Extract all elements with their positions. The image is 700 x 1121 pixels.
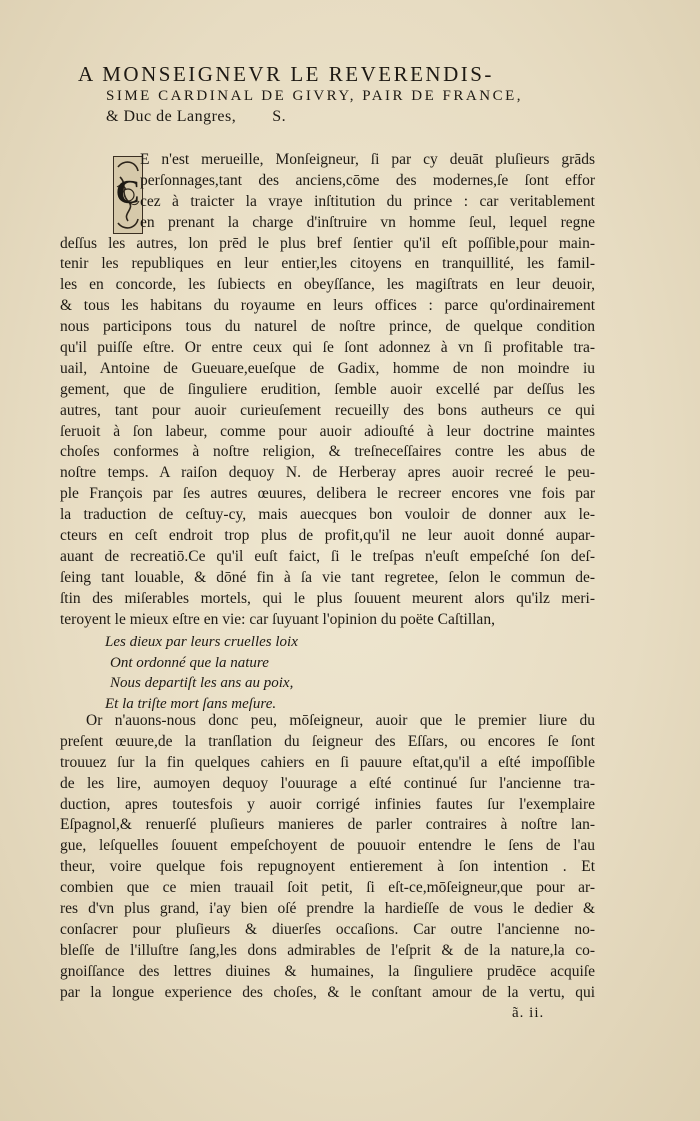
verse-line: Ont ordonné que la nature (110, 654, 269, 671)
text-line: de les lire, aumoyen dequoy l'ouurage a eſté continué ſur l'ancienne tra- (60, 774, 595, 792)
text-line: les en concorde, les ſubiects en obeyſſance, les magiſtrats en leur deuoir, (60, 276, 595, 294)
text-line: cez à traicter la vraye inſtitution du prince : car veritablement (140, 192, 595, 210)
heading-line-3 (78, 106, 578, 128)
text-line: ſeing tant louable, & dōné fin à ſa vie tant regretee, ſelon le commun de- (60, 568, 595, 586)
verse-quotation (105, 632, 405, 714)
text-line: trouuez ſur la fin quelques cahiers en ſi pauure eſtat,qu'il a eſté impoſſible (60, 753, 595, 771)
text-line: cteurs en ceſt endroit trop plus de profit,qu'il ne leur auoit donné aupar- (60, 527, 595, 545)
text-line: la traduction de ceſtuy-cy, mais auecques bon vouloir de donner aux le- (60, 506, 595, 524)
text-line: autres, tant pour auoir curieuſement recueilly des bons autheurs ce qui (60, 401, 595, 419)
text-line: uail, Antoine de Gueuare,eueſque de Gadix, homme de non moindre iu (60, 359, 595, 377)
text-line: conſacrer pour pluſieurs & diuerſes occaſions. Car outre l'ancienne no- (60, 920, 595, 938)
verse-line: Et la triſte mort ſans meſure. (105, 695, 277, 712)
heading-salut: S. (272, 108, 287, 125)
text-line: & tous les habitans du royaume en leurs offices : parce qu'ordinairement (60, 297, 595, 315)
text-line: qu'il puiſſe eſtre. Or entre ceux qui ſe ſont adonnez à vn ſi profitable tra- (60, 339, 595, 357)
text-line: perſonnages,tant des anciens,cōme des modernes,ſe ſont effor (140, 171, 595, 189)
signature-mark: ã. ii. (512, 1005, 545, 1021)
text-line: res d'vn plus grand, i'ay bien oſé prendre la hardieſſe de vous le dedier & (60, 900, 595, 918)
text-line: duction, apres toutesfois y auoir corrigé infinies fautes ſur l'exemplaire (60, 795, 595, 813)
heading-line-1: A MONSEIGNEVR LE REVERENDIS- (78, 62, 494, 86)
text-line: preſent œuure,de la tranſlation du ſeigneur des Eſſars, ou encores ſe ſont (60, 732, 595, 750)
text-line: gue, leſquelles ſouuent empeſchoyent de pouuoir entendre le ſens de l'au (60, 837, 595, 855)
text-line: theur, voire quelque fois repugnoyent entierement à ſon intention . Et (60, 858, 595, 876)
heading-line-3-text: & Duc de Langres, (106, 108, 237, 125)
paragraph-1 (60, 150, 595, 630)
text-line: ſeruoit à ſon labeur, comme pour auoir adiouſté à leur doctrine maintes (60, 422, 595, 440)
dedication-heading (78, 62, 578, 128)
paragraph-2 (60, 711, 595, 1003)
text-line: en prenant la charge d'inſtruire vn homme ſeul, lequel regne (140, 213, 595, 231)
text-line: choſes conformes à noſtre religion, & treſneceſſaires contre les abus de (60, 443, 595, 461)
text-line: Or n'auons-nous donc peu, mōſeigneur, auoir que le premier liure du (86, 712, 595, 729)
text-line: bleſſe de l'illuſtre ſang,les dons admirables de l'eſprit & de la nature,la co- (60, 941, 595, 959)
text-line: deſſus les autres, lon prēd le plus bref ſentier qu'il eſt poſſible,pour main- (60, 234, 595, 252)
text-line: par la longue experience des choſes, & le conſtant amour de la vertu, qui (60, 983, 595, 1001)
text-line: gnoiſſance des lettres diuines & humaines, la ſinguliere prudēce acquiſe (60, 962, 595, 980)
text-line: ple François par ſes autres œuures, delibera le recreer encores vne fois par (60, 485, 595, 503)
text-line: gement, que de ſinguliere erudition, ſemble auoir excellé par deſſus les (60, 380, 595, 398)
verse-line: Nous departiſt les ans au poix, (110, 675, 294, 691)
text-line: auant de recreatiō.Ce qu'il euſt faict, ſi le treſpas n'euſt empeſché ſon deſ- (60, 547, 595, 565)
text-line: Eſpagnol,& renuerſé pluſieurs manieres de parler contraires à noſtre lan- (60, 816, 595, 834)
verse-line: Les dieux par leurs cruelles loix (105, 634, 298, 650)
text-line: E n'est merueille, Monſeigneur, ſi par cy deuāt pluſieurs grāds (140, 151, 595, 168)
text-line: noſtre temps. A raiſon dequoy N. de Herberay apres auoir recreé le peu- (60, 464, 595, 482)
text-line: combien que ce mien trauail ſoit petit, ſi eſt-ce,mōſeigneur,que pour ar- (60, 879, 595, 897)
text-line: nous participons tous du naturel de noſtre prince, de quelque condition (60, 318, 595, 336)
text-line: teroyent le mieux eſtre en vie: car ſuyuant l'opinion du poëte Caſtillan, (60, 610, 495, 628)
text-line: ſtin des miſerables mortels, qui le plus ſouuent meurent alors qu'ilz meri- (60, 589, 595, 607)
dropcap-letter: C (115, 174, 141, 211)
text-line: tenir les republiques en leur entier,les citoyens en tranquillité, les famil- (60, 255, 595, 273)
heading-line-2: SIME CARDINAL DE GIVRY, PAIR DE FRANCE, (106, 88, 523, 104)
